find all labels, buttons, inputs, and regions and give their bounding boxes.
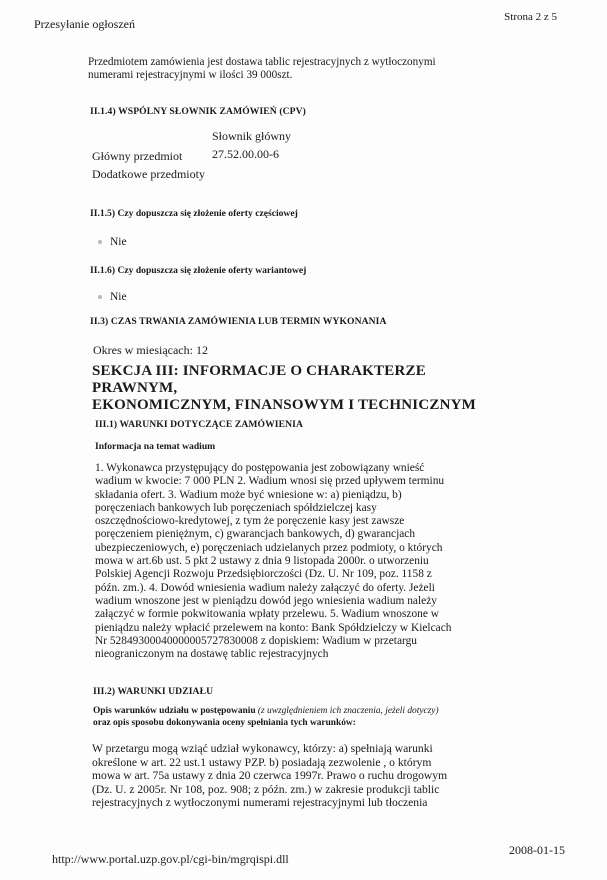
conditions-heading: III.1) WARUNKI DOTYCZĄCE ZAMÓWIENIA	[95, 419, 304, 430]
partial-offer-heading: II.1.5) Czy dopuszcza się złożenie oferty częściowej	[90, 208, 298, 219]
footer-date: 2008-01-15	[509, 843, 565, 857]
section-title	[92, 363, 512, 414]
variant-offer-answer	[98, 291, 127, 303]
participation-line: W przetargu mogą wziąć udział wykonawcy, którzy: a) spełniają warunki	[92, 742, 433, 755]
wadium-paragraph	[95, 462, 490, 661]
wadium-subheading: Informacja na temat wadium	[95, 441, 216, 452]
duration-heading: II.3) CZAS TRWANIA ZAMÓWIENIA LUB TERMIN WYKONANIA	[90, 316, 387, 327]
cpv-additional-label: Dodatkowe przedmioty	[92, 167, 205, 181]
wadium-line: oszczędnościowo-kredytowej, z tym że poręczenie kasy jest zawsze	[95, 515, 405, 528]
answer-text: Nie	[110, 236, 127, 248]
section-title-line: EKONOMICZNYM, FINANSOWYM I TECHNICZNYM	[92, 397, 476, 413]
cpv-main-label: Główny przedmiot	[92, 149, 183, 163]
wadium-line: wadium wnoszone jest w pieniądzu dowód jego wniesienia wadium należy	[95, 594, 437, 607]
wadium-line: ubezpieczeniowych, e) poręczeniach udzielanych przez podmioty, o których	[95, 541, 443, 554]
wadium-line: poręczeniach bankowych lub poręczeniach spółdzielczej kasy	[95, 501, 377, 514]
wadium-line: składania ofert. 3. Wadium może być wniesione w: a) pieniądzu, b)	[95, 488, 402, 501]
radio-bullet-icon	[98, 295, 102, 299]
wadium-line: mowa w art.6b ust. 5 pkt 2 ustawy z dnia 9 listopada 2000r. o utworzeniu	[95, 555, 429, 568]
participation-paragraph	[92, 742, 492, 810]
wadium-line: Nr 52849300040000005727830008 z dopiskiem: Wadium w przetargu	[95, 634, 417, 647]
page-number: Strona 2 z 5	[504, 11, 557, 23]
wadium-line: późn. zm.). 4. Dowód wniesienia wadium należy załączyć do oferty. Jeżeli	[95, 581, 435, 594]
wadium-line: 1. Wykonawca przystępujący do postępowania jest zobowiązany wnieść	[95, 462, 425, 474]
participation-heading: III.2) WARUNKI UDZIAŁU	[93, 686, 214, 697]
wadium-line: załączyć w formie pokwitowania wpłaty przelewu. 5. Wadium wnoszone w	[95, 608, 439, 621]
opis-italic: (z uwzględnieniem ich znaczenia, jeżeli dotyczy)	[257, 706, 439, 716]
cpv-column-header: Słownik główny	[212, 129, 292, 143]
header-title: Przesyłanie ogłoszeń	[34, 17, 135, 31]
participation-line: określone w art. 22 ust.1 ustawy PZP. b) posiadają zezwolenie , o którym	[92, 755, 432, 769]
footer-url: http://www.portal.uzp.gov.pl/cgi-bin/mgrqispi.dll	[52, 852, 289, 866]
participation-line: (Dz. U. z 2005r. Nr 108, poz. 908; z późn. zm.) w zakresie produkcji tablic	[92, 782, 440, 796]
wadium-line: poręczeniem pieniężnym, c) gwarancjach bankowych, d) gwarancjach	[95, 528, 416, 541]
wadium-line: pieniądzu należy wpłacić przelewem na konto: Bank Spółdzielczy w Kielcach	[95, 621, 452, 634]
variant-offer-heading: II.1.6) Czy dopuszcza się złożenie oferty wariantowej	[90, 265, 307, 276]
intro-paragraph	[88, 56, 508, 82]
intro-line: numerami rejestracyjnymi w ilości 39 000szt.	[88, 69, 293, 82]
partial-offer-answer	[98, 236, 127, 248]
wadium-line: Polskiej Agencji Rozwoju Przedsiębiorczości (Dz. U. Nr 109, poz. 1158 z	[95, 568, 432, 581]
wadium-line: wadium w kwocie: 7 000 PLN 2. Wadium wnosi się przed upływem terminu	[95, 475, 445, 488]
participation-description-heading	[93, 706, 493, 729]
participation-line: mowa w art. 75a ustawy z dnia 20 czerwca 1997r. Prawo o ruchu drogowym	[92, 769, 448, 782]
cpv-main-value: 27.52.00.00-6	[212, 147, 279, 161]
duration-value: Okres w miesiącach: 12	[93, 343, 208, 357]
cpv-heading: II.1.4) WSPÓLNY SŁOWNIK ZAMÓWIEŃ (CPV)	[90, 106, 306, 117]
opis-bold: oraz opis sposobu dokonywania oceny spełniania tych warunków:	[93, 717, 356, 728]
section-title-line: SEKCJA III: INFORMACJE O CHARAKTERZE PRAWNYM,	[92, 363, 426, 396]
answer-text: Nie	[110, 291, 127, 303]
intro-line: Przedmiotem zamówienia jest dostawa tablic rejestracyjnych z wytłoczonymi	[88, 56, 436, 68]
participation-line: rejestracyjnych z wytłoczonymi numerami rejestracyjnymi lub tłoczenia	[92, 796, 428, 809]
wadium-line: nieograniczonym na dostawę tablic rejestracyjnych	[95, 648, 329, 661]
opis-bold: Opis warunków udziału w postępowaniu	[93, 706, 256, 716]
radio-bullet-icon	[98, 240, 102, 244]
